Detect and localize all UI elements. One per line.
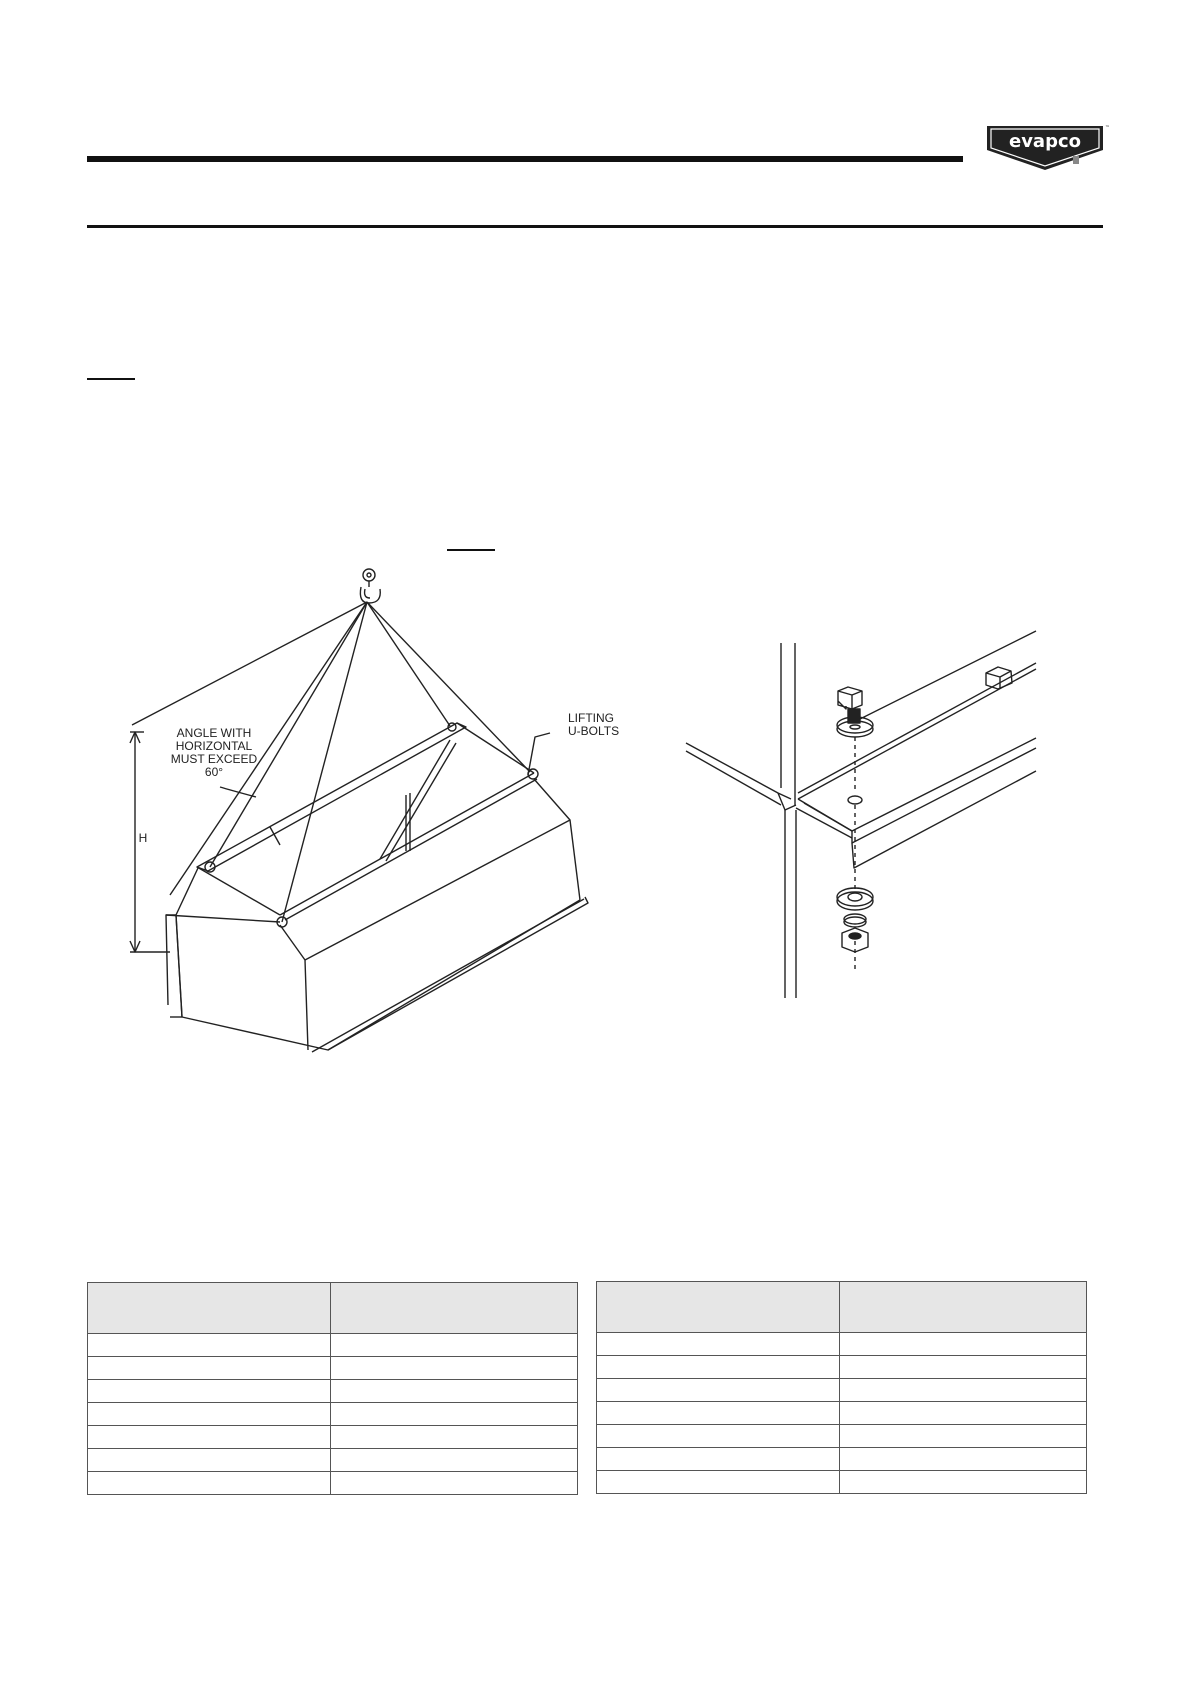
table-cell	[331, 1357, 578, 1380]
table-row	[88, 1403, 578, 1426]
table-cell	[597, 1425, 840, 1448]
table-row	[88, 1380, 578, 1403]
table-cell	[597, 1356, 840, 1379]
angle-callout-line-1: ANGLE WITH	[176, 726, 252, 740]
figure-heading-underline	[447, 549, 495, 551]
table-cell	[840, 1425, 1087, 1448]
table-cell	[88, 1426, 331, 1449]
table-cell	[840, 1356, 1087, 1379]
table-row	[88, 1449, 578, 1472]
table-row	[597, 1448, 1087, 1471]
dimension-h-label: H	[138, 831, 148, 845]
header-rule-top	[87, 156, 963, 162]
table-header-cell	[840, 1282, 1087, 1333]
section-heading-underline	[87, 378, 135, 380]
table-row	[597, 1379, 1087, 1402]
table-row	[597, 1333, 1087, 1356]
angle-callout	[160, 727, 268, 779]
u-bolts-callout	[568, 712, 628, 738]
table-cell	[331, 1426, 578, 1449]
table-cell	[597, 1448, 840, 1471]
table-row	[597, 1356, 1087, 1379]
angle-callout-line-3: MUST EXCEED	[170, 752, 258, 766]
table-cell	[331, 1334, 578, 1357]
logo-text: evapco	[1008, 131, 1082, 152]
table-row	[88, 1357, 578, 1380]
table-header-cell	[88, 1283, 331, 1334]
table-row	[597, 1425, 1087, 1448]
table-cell	[88, 1357, 331, 1380]
evapco-logo	[985, 123, 1109, 173]
table-header-cell	[597, 1282, 840, 1333]
table-row	[597, 1471, 1087, 1494]
table-cell	[331, 1403, 578, 1426]
table-header-row	[88, 1283, 578, 1334]
rigging-figure	[130, 565, 640, 1055]
table-row	[88, 1334, 578, 1357]
table-cell	[840, 1333, 1087, 1356]
table-row	[88, 1426, 578, 1449]
table-cell	[597, 1333, 840, 1356]
table-cell	[840, 1471, 1087, 1494]
u-bolts-callout-line-1: LIFTING	[568, 711, 615, 725]
spec-table-right	[596, 1281, 1087, 1494]
table-row	[88, 1472, 578, 1495]
angle-callout-line-2: HORIZONTAL	[175, 739, 253, 753]
table-cell	[88, 1380, 331, 1403]
table-header-row	[597, 1282, 1087, 1333]
table-cell	[331, 1472, 578, 1495]
spec-table-left	[87, 1282, 578, 1495]
header-rule-bottom	[87, 225, 1103, 228]
table-cell	[597, 1379, 840, 1402]
table-cell	[840, 1448, 1087, 1471]
u-bolts-callout-line-2: U-BOLTS	[568, 724, 620, 738]
table-cell	[840, 1379, 1087, 1402]
table-cell	[331, 1380, 578, 1403]
svg-text:™: ™	[1105, 125, 1110, 131]
table-cell	[88, 1403, 331, 1426]
table-cell	[840, 1402, 1087, 1425]
table-cell	[88, 1472, 331, 1495]
table-cell	[331, 1449, 578, 1472]
table-cell	[88, 1449, 331, 1472]
table-cell	[597, 1471, 840, 1494]
angle-callout-line-4: 60°	[204, 765, 224, 779]
table-cell	[597, 1402, 840, 1425]
table-header-cell	[331, 1283, 578, 1334]
table-row	[597, 1402, 1087, 1425]
table-cell	[88, 1334, 331, 1357]
bolt-detail-figure	[686, 643, 1036, 998]
